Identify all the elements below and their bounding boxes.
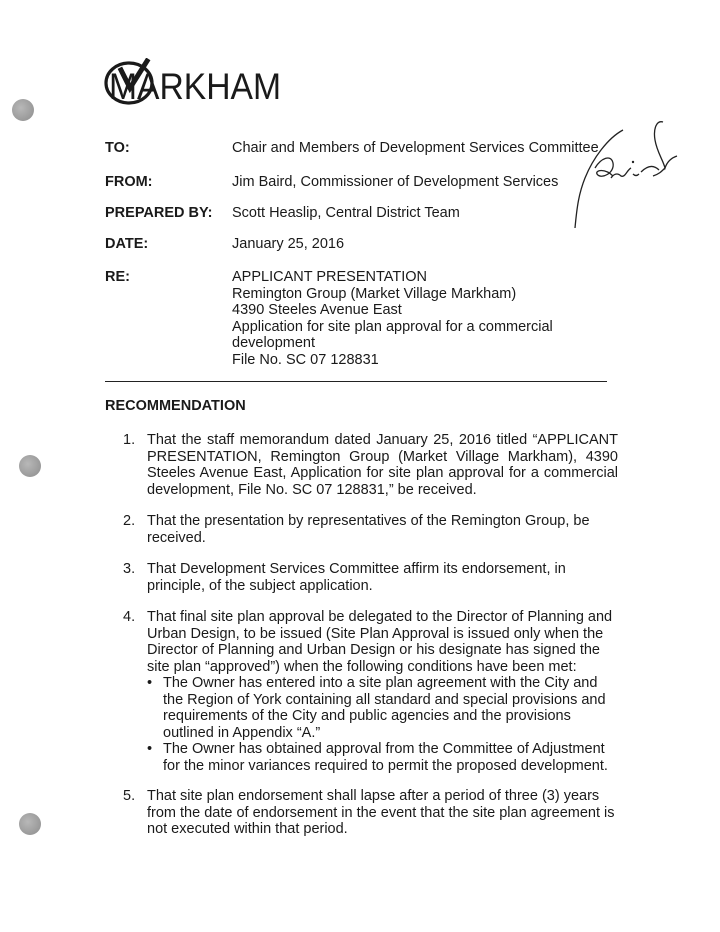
to-label: TO: <box>105 140 130 156</box>
re-line: Remington Group (Market Village Markham) <box>232 285 517 302</box>
item-text: That site plan endorsement shall lapse after a period of three (3) years from the date of endorsement in the event that the site plan agreement is not executed within that period. <box>147 788 615 837</box>
prepared-by-value: Scott Heaslip, Central District Team <box>232 205 460 221</box>
bullet-dot-icon: • <box>147 675 153 691</box>
recommendation-heading: RECOMMENDATION <box>105 398 246 414</box>
item-text: That Development Services Committee affirm its endorsement, in principle, of the subject application. <box>147 561 566 594</box>
bullet-text: The Owner has obtained approval from the Committee of Adjustment for the minor variances required to permit the proposed development. <box>163 741 608 774</box>
markham-logo <box>103 58 288 106</box>
bullet-item <box>147 741 618 774</box>
item-number: 3. <box>123 561 136 577</box>
item-text: That the presentation by representatives of the Remington Group, be received. <box>147 513 590 546</box>
re-line: development <box>232 335 316 351</box>
re-line: 4390 Steeles Avenue East <box>232 302 402 318</box>
handwritten-signature <box>553 118 683 233</box>
re-line: Application for site plan approval for a commercial <box>232 318 553 335</box>
item-number: 5. <box>123 788 136 804</box>
item-text: That final site plan approval be delegated to the Director of Planning and Urban Design, to be issued (Site Plan Approval is issued only when the Director of Planning and Urban Design or his designate has signed the site plan “approved”) when the following conditions have been met: <box>147 609 613 675</box>
item-number: 1. <box>123 432 136 448</box>
item-body <box>147 609 618 774</box>
punch-hole-middle <box>19 455 41 477</box>
re-label: RE: <box>105 269 130 285</box>
from-value: Jim Baird, Commissioner of Development Services <box>232 174 559 190</box>
date-value: January 25, 2016 <box>232 236 345 252</box>
item-number: 4. <box>123 609 136 625</box>
logo-wordmark: MARKHAM <box>109 66 281 106</box>
item-text: That the staff memorandum dated January 25, 2016 titled “APPLICANT PRESENTATION, Remington Group (Market Village Markham), 4390 Steeles Avenue East, Application for site plan approval for a commercial development, File No. SC 07 128831,” be received. <box>147 432 618 498</box>
bullet-item <box>147 675 618 741</box>
header-divider <box>105 381 607 382</box>
to-value: Chair and Members of Development Services Committee <box>232 140 599 156</box>
bullet-text: The Owner has entered into a site plan agreement with the City and the Region of York containing all standard and special provisions and requirements of the City and public agencies and the provisions outlined in Appendix “A.” <box>163 675 606 741</box>
from-label: FROM: <box>105 174 153 190</box>
punch-hole-bottom <box>19 813 41 835</box>
bullet-dot-icon: • <box>147 741 153 757</box>
re-line: File No. SC 07 128831 <box>232 351 379 368</box>
punch-hole-top <box>12 99 34 121</box>
date-label: DATE: <box>105 236 149 252</box>
re-value <box>232 269 553 368</box>
prepared-by-label: PREPARED BY: <box>105 205 213 221</box>
re-line: APPLICANT PRESENTATION <box>232 269 427 285</box>
item-number: 2. <box>123 513 136 529</box>
